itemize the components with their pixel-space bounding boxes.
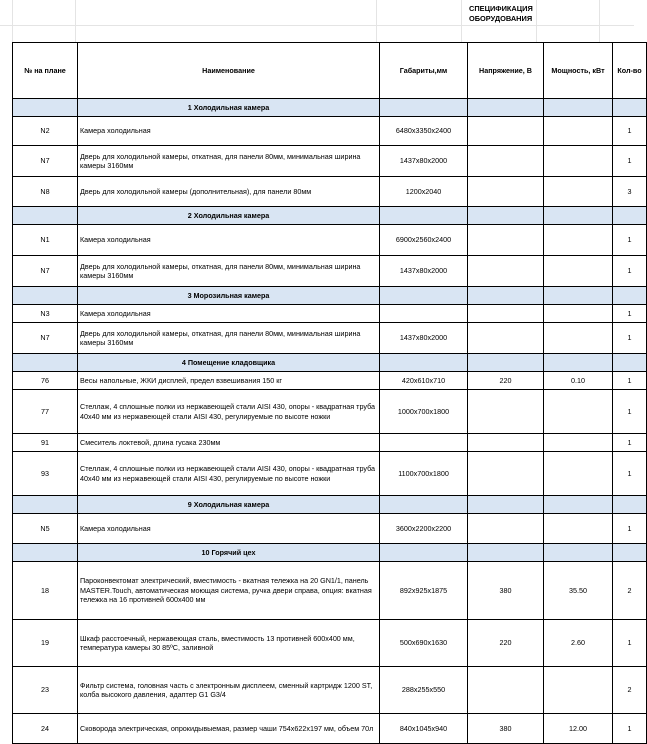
- cell-num: N5: [13, 514, 78, 544]
- table-row: [13, 667, 647, 714]
- cell-num: N7: [13, 256, 78, 287]
- section-cell: [544, 207, 613, 225]
- cell-power: [544, 146, 613, 177]
- cell-power: [544, 177, 613, 207]
- section-row: [13, 496, 647, 514]
- cell-power: [544, 390, 613, 434]
- cell-num: N1: [13, 225, 78, 256]
- section-cell: [13, 544, 78, 562]
- cell-name: Стеллаж, 4 сплошные полки из нержавеющей стали AISI 430, опоры - квадратная труба 40x40 мм из нержавеющей стали AISI 430, регулируемые по высоте ножки: [78, 452, 380, 496]
- section-cell: [468, 287, 544, 305]
- cell-name: Дверь для холодильной камеры, откатная, для панели 80мм, минимальная ширина камеры 3160мм: [78, 146, 380, 177]
- section-cell: [380, 544, 468, 562]
- cell-power: [544, 256, 613, 287]
- cell-dims: 1200x2040: [380, 177, 468, 207]
- cell-qty: 1: [613, 620, 647, 667]
- section-title: 2 Холодильная камера: [78, 207, 380, 225]
- col-header-voltage: Напряжение, В: [468, 43, 544, 99]
- cell-dims: 840x1045x940: [380, 714, 468, 744]
- table-header: [13, 43, 647, 99]
- cell-power: [544, 452, 613, 496]
- table-row: [13, 323, 647, 354]
- cell-qty: 1: [613, 305, 647, 323]
- section-title: 1 Холодильная камера: [78, 99, 380, 117]
- cell-voltage: [468, 390, 544, 434]
- section-cell: [13, 354, 78, 372]
- cell-power: [544, 514, 613, 544]
- cell-num: 23: [13, 667, 78, 714]
- cell-name: Камера холодильная: [78, 514, 380, 544]
- cell-name: Стеллаж, 4 сплошные полки из нержавеющей стали AISI 430, опоры - квадратная труба 40x40 мм из нержавеющей стали AISI 430, регулируемые по высоте ножки: [78, 390, 380, 434]
- cell-dims: [380, 434, 468, 452]
- cell-dims: 6900x2560x2400: [380, 225, 468, 256]
- cell-voltage: 380: [468, 562, 544, 620]
- cell-num: 91: [13, 434, 78, 452]
- table-row: [13, 620, 647, 667]
- section-cell: [468, 496, 544, 514]
- cell-dims: 6480x3350x2400: [380, 117, 468, 146]
- section-cell: [380, 207, 468, 225]
- cell-name: Камера холодильная: [78, 225, 380, 256]
- section-row: [13, 354, 647, 372]
- section-cell: [380, 354, 468, 372]
- cell-power: 35.50: [544, 562, 613, 620]
- col-header-qty: Кол-во: [613, 43, 647, 99]
- cell-power: 12.00: [544, 714, 613, 744]
- table-row: [13, 256, 647, 287]
- section-cell: [468, 354, 544, 372]
- cell-num: N3: [13, 305, 78, 323]
- table-row: [13, 390, 647, 434]
- cell-voltage: [468, 225, 544, 256]
- top-grid: [0, 0, 634, 42]
- section-cell: [613, 207, 647, 225]
- cell-voltage: [468, 256, 544, 287]
- section-cell: [613, 544, 647, 562]
- cell-qty: 1: [613, 117, 647, 146]
- cell-power: [544, 117, 613, 146]
- cell-name: Камера холодильная: [78, 305, 380, 323]
- table-row: [13, 434, 647, 452]
- cell-dims: 288x255x550: [380, 667, 468, 714]
- table-row: [13, 305, 647, 323]
- table-row: [13, 117, 647, 146]
- section-cell: [544, 544, 613, 562]
- cell-voltage: [468, 514, 544, 544]
- cell-name: Фильтр система, головная часть с электронным дисплеем, сменный картридж 1200 ST, колба высокого давления, адаптер G1 G3/4: [78, 667, 380, 714]
- section-row: [13, 207, 647, 225]
- section-cell: [13, 99, 78, 117]
- cell-name: Весы напольные, ЖКИ дисплей, предел взвешивания 150 кг: [78, 372, 380, 390]
- cell-qty: 1: [613, 225, 647, 256]
- cell-dims: 500x690x1630: [380, 620, 468, 667]
- cell-num: 77: [13, 390, 78, 434]
- cell-voltage: [468, 305, 544, 323]
- cell-voltage: [468, 667, 544, 714]
- cell-dims: [380, 305, 468, 323]
- section-cell: [544, 354, 613, 372]
- table-row: [13, 372, 647, 390]
- section-cell: [468, 99, 544, 117]
- section-row: [13, 287, 647, 305]
- cell-qty: 1: [613, 714, 647, 744]
- cell-power: [544, 434, 613, 452]
- table-row: [13, 225, 647, 256]
- section-title: 10 Горячий цех: [78, 544, 380, 562]
- section-cell: [613, 354, 647, 372]
- cell-qty: 3: [613, 177, 647, 207]
- cell-num: 76: [13, 372, 78, 390]
- section-title: 9 Холодильная камера: [78, 496, 380, 514]
- cell-qty: 1: [613, 514, 647, 544]
- cell-name: Камера холодильная: [78, 117, 380, 146]
- section-cell: [13, 287, 78, 305]
- cell-num: N2: [13, 117, 78, 146]
- cell-qty: 2: [613, 667, 647, 714]
- section-cell: [544, 496, 613, 514]
- cell-power: 2.60: [544, 620, 613, 667]
- cell-voltage: 220: [468, 372, 544, 390]
- cell-num: 93: [13, 452, 78, 496]
- cell-voltage: [468, 452, 544, 496]
- cell-voltage: 220: [468, 620, 544, 667]
- cell-num: N7: [13, 146, 78, 177]
- cell-power: 0.10: [544, 372, 613, 390]
- cell-dims: 3600x2200x2200: [380, 514, 468, 544]
- table-body: [13, 99, 647, 744]
- cell-voltage: [468, 146, 544, 177]
- cell-dims: 420x610x710: [380, 372, 468, 390]
- cell-dims: 1437x80x2000: [380, 256, 468, 287]
- cell-name: Сковорода электрическая, опрокидывыемая, размер чаши 754x622x197 мм, объем 70л: [78, 714, 380, 744]
- table-row: [13, 177, 647, 207]
- cell-num: N7: [13, 323, 78, 354]
- cell-num: 18: [13, 562, 78, 620]
- section-cell: [544, 287, 613, 305]
- section-title: 4 Помещение кладовщика: [78, 354, 380, 372]
- section-cell: [613, 99, 647, 117]
- cell-qty: 1: [613, 256, 647, 287]
- col-header-num: № на плане: [13, 43, 78, 99]
- section-cell: [613, 287, 647, 305]
- cell-qty: 1: [613, 372, 647, 390]
- cell-num: 19: [13, 620, 78, 667]
- cell-name: Смеситель локтевой, длина гусака 230мм: [78, 434, 380, 452]
- cell-name: Шкаф расстоечный, нержавеющая сталь, вместимость 13 противней 600x400 мм, температура камеры 30 85ºC, заливной: [78, 620, 380, 667]
- cell-dims: 1437x80x2000: [380, 146, 468, 177]
- cell-name: Пароконвектомат электрический, вместимость - вкатная тележка на 20 GN1/1, панель MASTER.Touch, автоматическая моющая система, ручка двери справа, опция: вкатная тележка на 16 противней 600x400 мм: [78, 562, 380, 620]
- cell-qty: 1: [613, 146, 647, 177]
- cell-qty: 1: [613, 434, 647, 452]
- col-header-name: Наименование: [78, 43, 380, 99]
- cell-voltage: [468, 177, 544, 207]
- table-row: [13, 562, 647, 620]
- cell-qty: 2: [613, 562, 647, 620]
- table-row: [13, 452, 647, 496]
- cell-power: [544, 305, 613, 323]
- cell-dims: 892x925x1875: [380, 562, 468, 620]
- cell-power: [544, 667, 613, 714]
- section-cell: [613, 496, 647, 514]
- cell-num: 24: [13, 714, 78, 744]
- cell-qty: 1: [613, 390, 647, 434]
- cell-voltage: [468, 117, 544, 146]
- table-row: [13, 514, 647, 544]
- section-cell: [544, 99, 613, 117]
- section-title: 3 Морозильная камера: [78, 287, 380, 305]
- cell-voltage: 380: [468, 714, 544, 744]
- section-cell: [380, 287, 468, 305]
- cell-voltage: [468, 434, 544, 452]
- cell-name: Дверь для холодильной камеры, откатная, для панели 80мм, минимальная ширина камеры 3160мм: [78, 256, 380, 287]
- table-row: [13, 714, 647, 744]
- section-cell: [380, 496, 468, 514]
- cell-qty: 1: [613, 323, 647, 354]
- cell-qty: 1: [613, 452, 647, 496]
- section-cell: [13, 207, 78, 225]
- cell-name: Дверь для холодильной камеры, откатная, для панели 80мм, минимальная ширина камеры 3160мм: [78, 323, 380, 354]
- section-cell: [13, 496, 78, 514]
- equipment-table: [12, 42, 647, 744]
- cell-power: [544, 323, 613, 354]
- cell-num: N8: [13, 177, 78, 207]
- section-cell: [468, 207, 544, 225]
- cell-dims: 1437x80x2000: [380, 323, 468, 354]
- cell-power: [544, 225, 613, 256]
- cell-name: Дверь для холодильной камеры (дополнительная), для панели 80мм: [78, 177, 380, 207]
- cell-dims: 1000x700x1800: [380, 390, 468, 434]
- section-cell: [380, 99, 468, 117]
- table-row: [13, 146, 647, 177]
- cell-dims: 1100x700x1800: [380, 452, 468, 496]
- section-row: [13, 544, 647, 562]
- col-header-power: Мощность, кВт: [544, 43, 613, 99]
- section-cell: [468, 544, 544, 562]
- section-row: [13, 99, 647, 117]
- cell-voltage: [468, 323, 544, 354]
- spec-title: СПЕЦИФИКАЦИЯ ОБОРУДОВАНИЯ: [469, 4, 533, 23]
- col-header-dims: Габариты,мм: [380, 43, 468, 99]
